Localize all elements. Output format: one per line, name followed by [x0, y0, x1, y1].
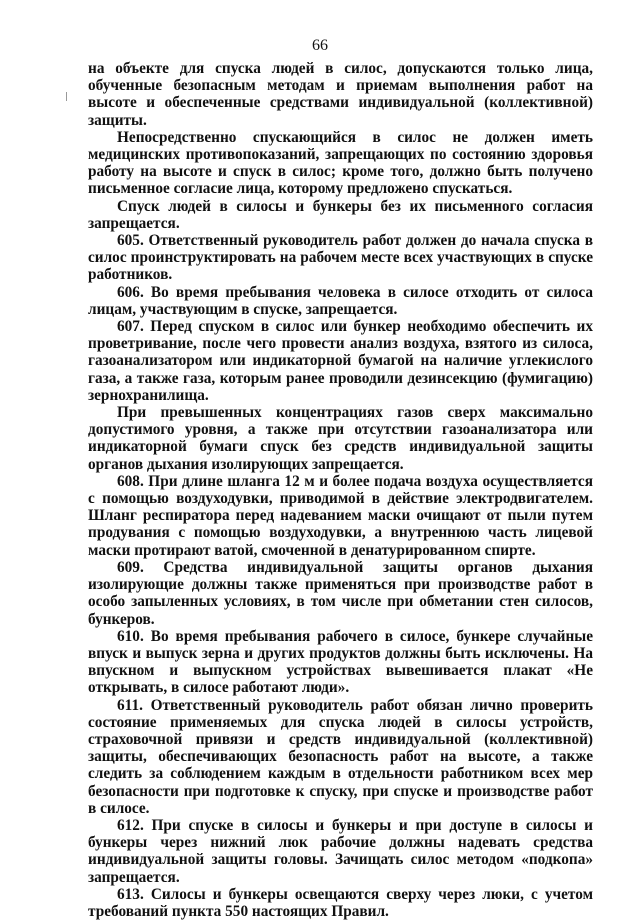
page-number: 66: [312, 37, 328, 54]
paragraph-item-612: 612. При спуске в силосы и бункеры и при доступе в силосы и бункеры через нижний люк рабочие должны надевать средства индивидуальной защиты головы. Зачищать силос методом «подкопа» запрещается.: [88, 816, 593, 886]
margin-mark: [66, 92, 67, 101]
paragraph-item-611: 611. Ответственный руководитель работ обязан лично проверить состояние применяемых для спуска людей в силосы устройств, страховочной привязи и средств индивидуальной (коллективной) защиты, обеспечивающих безопасность работ на высоте, а также следить за соблюдением каждым в отдельности работником всех мер безопасности при подготовке к спуску, при спуске и производстве работ в силосе.: [88, 696, 593, 817]
paragraph-item-613: 613. Силосы и бункеры освещаются сверху через люки, с учетом требований пункта 550 настоящих Правил.: [88, 885, 593, 920]
paragraph: Спуск людей в силосы и бункеры без их письменного согласия запрещается.: [88, 197, 593, 232]
paragraph-item-606: 606. Во время пребывания человека в силосе отходить от силоса лицам, участвующим в спуске, запрещается.: [88, 283, 593, 318]
document-body: [88, 60, 593, 920]
paragraph-item-610: 610. Во время пребывания рабочего в силосе, бункере случайные впуск и выпуск зерна и других продуктов должны быть исключены. На впускном и выпускном устройствах вывешивается плакат «Не открывать, в силосе работают люди».: [88, 627, 593, 697]
paragraph-item-608: 608. При длине шланга 12 м и более подача воздуха осуществляется с помощью воздуходувки, приводимой в действие электродвигателем. Шланг респиратора перед надеванием маски очищают от пыли путем продувания с помощью воздуходувки, а внутреннюю часть лицевой маски протирают ватой, смоченной в денатурированном спирте.: [88, 472, 593, 559]
paragraph: При превышенных концентрациях газов сверх максимально допустимого уровня, а также при отсутствии газоанализатора или индикаторной бумаги спуск без средств индивидуальной защиты органов дыхания изолирующих запрещается.: [88, 404, 593, 473]
paragraph-item-607: 607. Перед спуском в силос или бункер необходимо обеспечить их проветривание, после чего провести анализ воздуха, взятого из силоса, газоанализатором или индикаторной бумагой на наличие углекислого газа, а также газа, которым ранее проводили дезинсекцию (фумигацию) зернохранилища.: [88, 318, 593, 404]
paragraph-item-609: 609. Средства индивидуальной защиты органов дыхания изолирующие должны также применяться при производстве работ в особо запыленных условиях, в том числе при обметании стен силосов, бункеров.: [88, 558, 593, 628]
paragraph: Непосредственно спускающийся в силос не должен иметь медицинских противопоказаний, запрещающих по состоянию здоровья работу на высоте и спуск в силос; кроме того, должно быть получено письменное согласие лица, которому предложено спускаться.: [88, 128, 593, 198]
paragraph-item-605: 605. Ответственный руководитель работ должен до начала спуска в силос проинструктировать на рабочем месте всех участвующих в спуске работников.: [88, 232, 593, 284]
paragraph-continuation: на объекте для спуска людей в силос, допускаются только лица, обученные безопасным методам и приемам выполнения работ на высоте и обеспеченные средствами индивидуальной (коллективной) защиты.: [88, 60, 593, 129]
